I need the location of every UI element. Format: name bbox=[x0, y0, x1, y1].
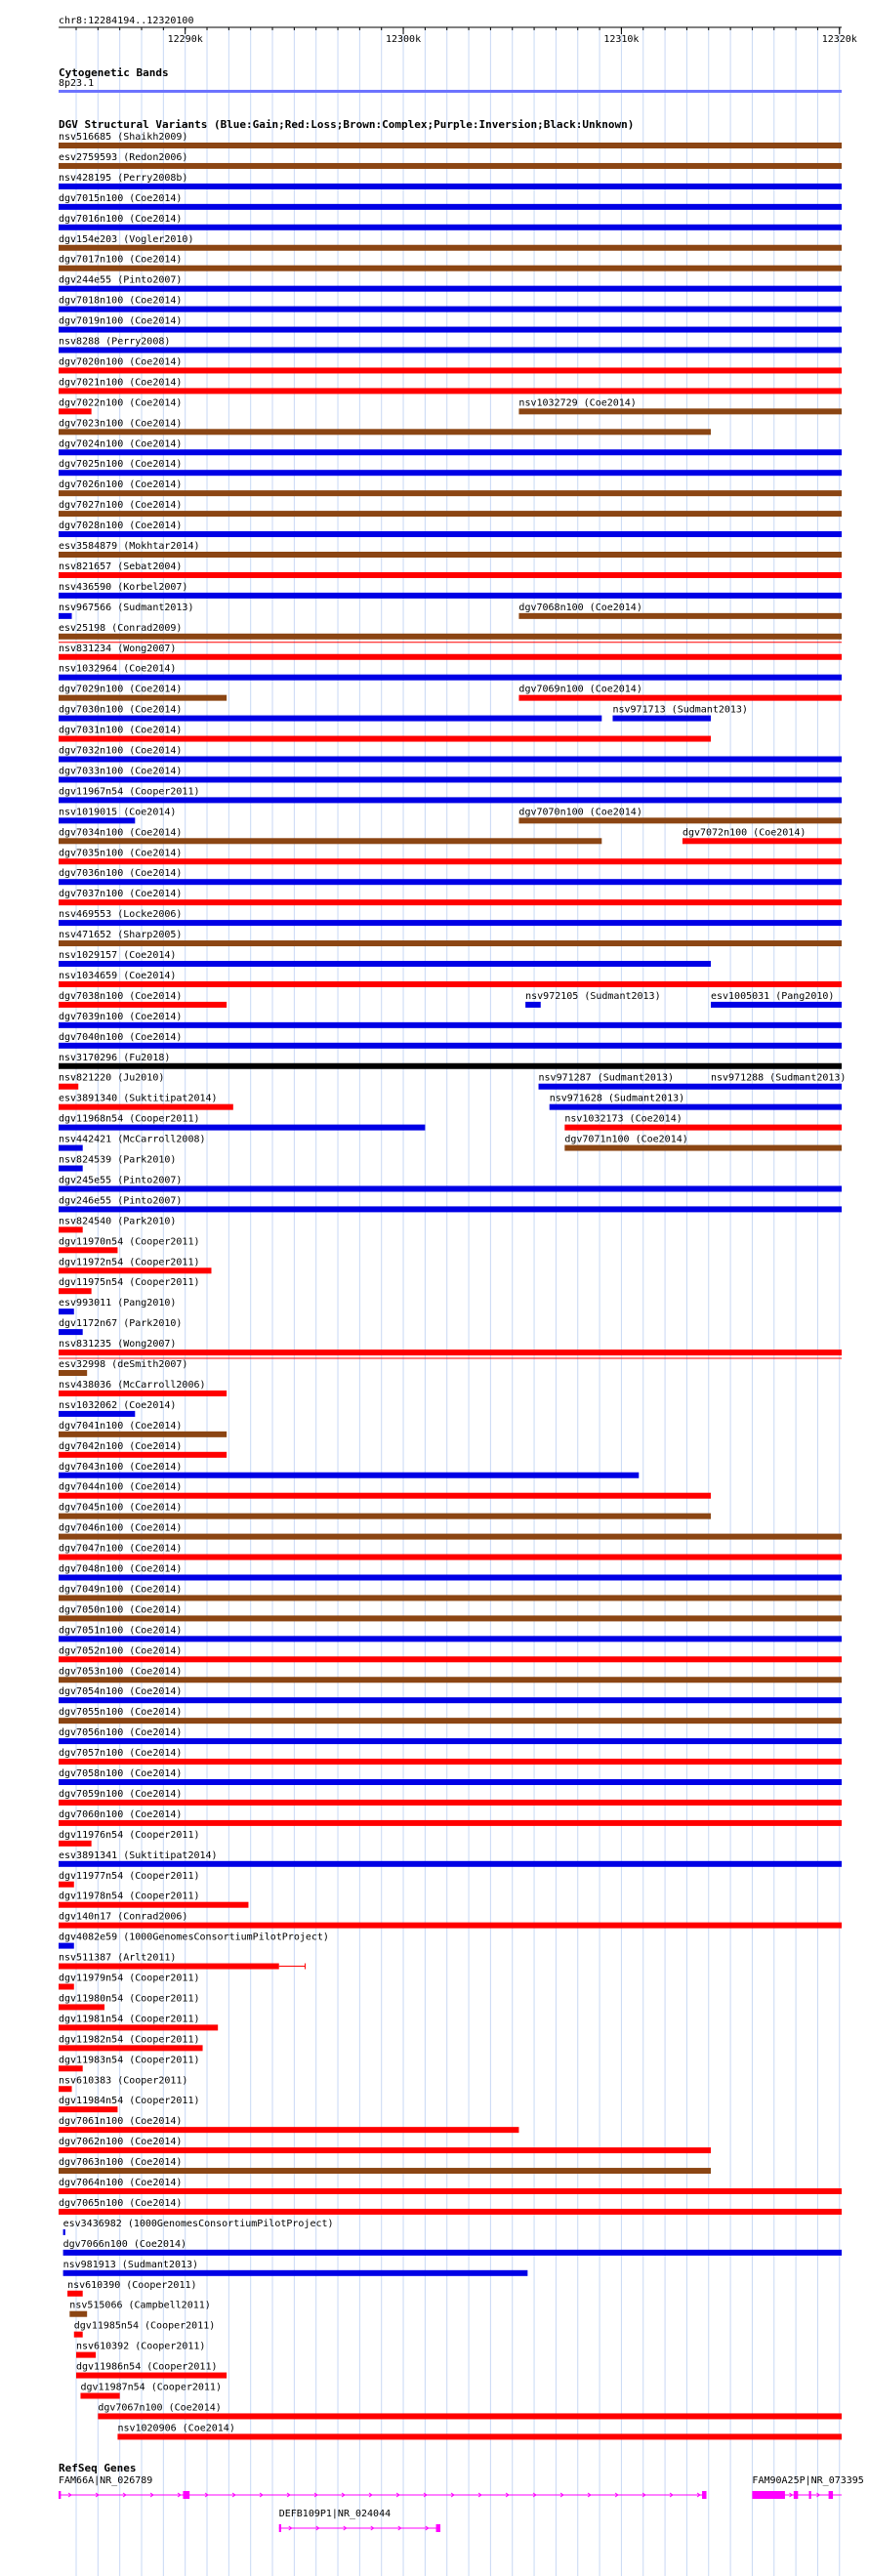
variant-bar[interactable] bbox=[59, 2045, 203, 2051]
variant-bar[interactable] bbox=[59, 1145, 83, 1151]
variant-label: nsv516685 (Shaikh2009) bbox=[59, 132, 188, 143]
gene-exon[interactable] bbox=[808, 2491, 810, 2499]
variant-bar[interactable] bbox=[59, 1984, 74, 1990]
variant-label: dgv7029n100 (Coe2014) bbox=[59, 684, 183, 695]
variant-bar[interactable] bbox=[539, 1084, 711, 1090]
variant-bar[interactable] bbox=[59, 449, 842, 455]
variant-label: dgv7031n100 (Coe2014) bbox=[59, 725, 183, 736]
variant-label: dgv7019n100 (Coe2014) bbox=[59, 315, 183, 327]
variant-bar[interactable] bbox=[59, 1329, 83, 1335]
gene-exon[interactable] bbox=[436, 2524, 440, 2532]
variant-bar[interactable] bbox=[59, 1555, 842, 1560]
variant-label: dgv7050n100 (Coe2014) bbox=[59, 1604, 183, 1616]
variant-label: dgv7071n100 (Coe2014) bbox=[564, 1134, 688, 1145]
position-label: chr8:12284194..12320100 bbox=[59, 16, 194, 26]
variant-bar[interactable] bbox=[59, 634, 842, 640]
variant-label: dgv7072n100 (Coe2014) bbox=[682, 827, 807, 839]
variant-label: dgv11981n54 (Cooper2011) bbox=[59, 2014, 200, 2025]
variant-label: dgv7063n100 (Coe2014) bbox=[59, 2157, 183, 2169]
variant-label: esv3584879 (Mokhtar2014) bbox=[59, 541, 200, 552]
variant-label: dgv7053n100 (Coe2014) bbox=[59, 1666, 183, 1678]
variant-label: dgv7062n100 (Coe2014) bbox=[59, 2137, 183, 2148]
variant-bar[interactable] bbox=[518, 613, 842, 619]
variant-label: dgv244e55 (Pinto2007) bbox=[59, 274, 183, 286]
variant-bar[interactable] bbox=[59, 1759, 842, 1765]
variant-label: dgv7068n100 (Coe2014) bbox=[518, 602, 642, 613]
variant-bar[interactable] bbox=[59, 552, 842, 558]
variant-bar[interactable] bbox=[59, 797, 842, 803]
variant-bar[interactable] bbox=[711, 1084, 842, 1090]
variant-bar[interactable] bbox=[59, 531, 842, 537]
variant-bar[interactable] bbox=[59, 1125, 425, 1131]
variant-bar[interactable] bbox=[518, 408, 842, 414]
gene-label: FAM66A|NR_026789 bbox=[59, 2475, 153, 2486]
variant-bar[interactable] bbox=[59, 1820, 842, 1826]
variant-bar[interactable] bbox=[59, 2127, 518, 2133]
variant-label: dgv7028n100 (Coe2014) bbox=[59, 520, 183, 532]
variant-bar[interactable] bbox=[59, 470, 842, 476]
variant-bar[interactable] bbox=[59, 1185, 842, 1191]
variant-label: nsv428195 (Perry2008b) bbox=[59, 172, 188, 184]
variant-bar[interactable] bbox=[59, 613, 72, 619]
variant-label: dgv7030n100 (Coe2014) bbox=[59, 704, 183, 716]
variant-label: dgv11980n54 (Cooper2011) bbox=[59, 1993, 200, 2005]
variant-label: dgv246e55 (Pinto2007) bbox=[59, 1195, 183, 1207]
variant-bar[interactable] bbox=[59, 1022, 842, 1028]
variant-label: dgv7020n100 (Coe2014) bbox=[59, 356, 183, 368]
tick-label: 12290k bbox=[167, 34, 203, 45]
variant-bar[interactable] bbox=[59, 1902, 248, 1908]
variant-bar[interactable] bbox=[59, 1432, 227, 1437]
refseq-track-title: RefSeq Genes bbox=[59, 2462, 137, 2474]
variant-label: dgv7021n100 (Coe2014) bbox=[59, 377, 183, 389]
variant-label: esv1005031 (Pang2010) bbox=[710, 990, 835, 1002]
variant-bar[interactable] bbox=[59, 654, 842, 660]
variant-label: nsv967566 (Sudmant2013) bbox=[59, 602, 194, 613]
variant-label: nsv438036 (McCarroll2006) bbox=[59, 1379, 206, 1391]
variant-label: nsv971713 (Sudmant2013) bbox=[612, 704, 748, 716]
variant-bar[interactable] bbox=[63, 2250, 842, 2256]
variant-label: nsv1029157 (Coe2014) bbox=[59, 950, 177, 961]
variant-label: dgv11979n54 (Cooper2011) bbox=[59, 1973, 200, 1984]
variant-label: dgv11972n54 (Cooper2011) bbox=[59, 1257, 200, 1268]
variant-label: dgv11976n54 (Cooper2011) bbox=[59, 1829, 200, 1841]
variant-label: dgv7016n100 (Coe2014) bbox=[59, 213, 183, 225]
variant-bar[interactable] bbox=[59, 858, 842, 864]
variant-label: dgv1172n67 (Park2010) bbox=[59, 1318, 183, 1330]
variant-bar[interactable] bbox=[59, 1288, 92, 1294]
variant-bar[interactable] bbox=[59, 429, 711, 435]
variant-bar[interactable] bbox=[59, 1800, 842, 1806]
variant-label: dgv7069n100 (Coe2014) bbox=[518, 684, 642, 695]
variant-bar[interactable] bbox=[59, 1206, 842, 1212]
gene-exon[interactable] bbox=[702, 2491, 706, 2499]
variant-label: dgv7026n100 (Coe2014) bbox=[59, 479, 183, 491]
variant-label: esv3891341 (Suktitipat2014) bbox=[59, 1849, 218, 1861]
variant-label: dgv7055n100 (Coe2014) bbox=[59, 1707, 183, 1719]
variant-bar[interactable] bbox=[59, 757, 842, 763]
gene-exon[interactable] bbox=[794, 2491, 798, 2499]
variant-bar[interactable] bbox=[59, 1861, 842, 1867]
variant-bar[interactable] bbox=[59, 1063, 842, 1069]
variant-label: dgv11987n54 (Cooper2011) bbox=[80, 2382, 222, 2393]
dgv-track bbox=[59, 118, 846, 2439]
variant-bar[interactable] bbox=[59, 245, 842, 251]
variant-bar[interactable] bbox=[59, 899, 842, 905]
variant-label: nsv8288 (Perry2008) bbox=[59, 336, 171, 348]
variant-label: nsv971288 (Sudmant2013) bbox=[710, 1072, 847, 1084]
variant-label: dgv7022n100 (Coe2014) bbox=[59, 397, 183, 409]
variant-label: nsv831234 (Wong2007) bbox=[59, 643, 177, 654]
variant-label: dgv7052n100 (Coe2014) bbox=[59, 1645, 183, 1657]
variant-label: dgv7066n100 (Coe2014) bbox=[62, 2238, 187, 2250]
variant-bar[interactable] bbox=[59, 408, 92, 414]
variant-label: dgv7037n100 (Coe2014) bbox=[59, 889, 183, 900]
variant-bar[interactable] bbox=[59, 1370, 87, 1376]
variant-bar[interactable] bbox=[59, 367, 842, 373]
variant-label: dgv11978n54 (Cooper2011) bbox=[59, 1890, 200, 1902]
variant-bar[interactable] bbox=[711, 1002, 842, 1008]
variant-label: nsv469553 (Locke2006) bbox=[59, 909, 183, 921]
variant-label: nsv610392 (Cooper2011) bbox=[76, 2341, 206, 2352]
variant-bar[interactable] bbox=[59, 2168, 711, 2174]
variant-label: dgv11983n54 (Cooper2011) bbox=[59, 2055, 200, 2066]
variant-bar[interactable] bbox=[59, 961, 711, 967]
variant-label: dgv7039n100 (Coe2014) bbox=[59, 1011, 183, 1022]
variant-bar[interactable] bbox=[59, 1943, 74, 1949]
variant-bar[interactable] bbox=[59, 2106, 117, 2112]
gene-exon[interactable] bbox=[279, 2524, 281, 2532]
variant-bar[interactable] bbox=[59, 307, 842, 312]
cytoband-bar bbox=[59, 90, 842, 93]
variant-label: nsv824539 (Park2010) bbox=[59, 1154, 177, 1166]
variant-label: esv3891340 (Suktitipat2014) bbox=[59, 1093, 218, 1104]
variant-bar[interactable] bbox=[59, 2086, 72, 2092]
variant-bar[interactable] bbox=[59, 266, 842, 271]
variant-bar[interactable] bbox=[612, 716, 711, 722]
variant-bar[interactable] bbox=[59, 2024, 218, 2030]
variant-label: dgv154e203 (Vogler2010) bbox=[59, 233, 194, 245]
variant-label: dgv7042n100 (Coe2014) bbox=[59, 1440, 183, 1452]
variant-bar[interactable] bbox=[59, 1104, 233, 1110]
variant-label: nsv821657 (Sebat2004) bbox=[59, 561, 183, 572]
variant-bar[interactable] bbox=[76, 2352, 96, 2358]
variant-bar[interactable] bbox=[59, 695, 227, 701]
variant-bar[interactable] bbox=[59, 1226, 83, 1232]
variant-bar[interactable] bbox=[59, 1923, 842, 1929]
variant-bar[interactable] bbox=[59, 1452, 227, 1458]
variant-bar[interactable] bbox=[98, 2413, 842, 2419]
variant-label: dgv7067n100 (Coe2014) bbox=[98, 2402, 222, 2414]
variant-bar[interactable] bbox=[59, 1615, 842, 1621]
variant-bar[interactable] bbox=[59, 1247, 117, 1253]
variant-bar[interactable] bbox=[59, 736, 711, 742]
variant-bar[interactable] bbox=[59, 1677, 842, 1683]
variant-bar[interactable] bbox=[59, 1575, 842, 1581]
variant-label: esv32998 (deSmith2007) bbox=[59, 1359, 188, 1370]
variant-bar[interactable] bbox=[59, 1595, 842, 1600]
variant-label: dgv7061n100 (Coe2014) bbox=[59, 2116, 183, 2128]
variant-label: nsv511387 (Arlt2011) bbox=[59, 1952, 177, 1964]
variant-label: nsv971287 (Sudmant2013) bbox=[538, 1072, 675, 1084]
variant-label: dgv7025n100 (Coe2014) bbox=[59, 459, 183, 471]
variant-bar[interactable] bbox=[550, 1104, 842, 1110]
variant-label: dgv7035n100 (Coe2014) bbox=[59, 848, 183, 859]
variant-bar[interactable] bbox=[59, 1636, 842, 1641]
variant-bar[interactable] bbox=[67, 2291, 83, 2297]
variant-label: dgv11970n54 (Cooper2011) bbox=[59, 1236, 200, 1248]
variant-bar[interactable] bbox=[59, 2209, 842, 2215]
variant-label: nsv1032729 (Coe2014) bbox=[518, 397, 637, 409]
variant-label: dgv7049n100 (Coe2014) bbox=[59, 1584, 183, 1596]
variant-label: dgv11986n54 (Cooper2011) bbox=[76, 2361, 218, 2373]
variant-bar[interactable] bbox=[59, 184, 842, 189]
variant-label: dgv140n17 (Conrad2006) bbox=[59, 1911, 188, 1923]
variant-bar[interactable] bbox=[59, 2065, 83, 2071]
variant-bar[interactable] bbox=[518, 817, 842, 823]
variant-bar[interactable] bbox=[59, 1738, 842, 1744]
variant-bar[interactable] bbox=[59, 1002, 227, 1008]
variant-label: dgv7046n100 (Coe2014) bbox=[59, 1522, 183, 1534]
variant-bar[interactable] bbox=[59, 1514, 711, 1519]
variant-bar[interactable] bbox=[59, 838, 601, 844]
variant-bar[interactable] bbox=[59, 1084, 78, 1090]
tick-label: 12310k bbox=[603, 34, 640, 45]
variant-label: nsv3170296 (Fu2018) bbox=[59, 1052, 171, 1063]
gene-exon[interactable] bbox=[59, 2491, 61, 2499]
variant-label: dgv11967n54 (Cooper2011) bbox=[59, 786, 200, 798]
variant-label: dgv7043n100 (Coe2014) bbox=[59, 1461, 183, 1473]
variant-label: dgv7070n100 (Coe2014) bbox=[518, 807, 642, 818]
variant-label: dgv11968n54 (Cooper2011) bbox=[59, 1113, 200, 1125]
gene-features bbox=[59, 2475, 864, 2532]
variant-bar[interactable] bbox=[59, 225, 842, 230]
variant-label: nsv971628 (Sudmant2013) bbox=[549, 1093, 685, 1104]
variant-bar[interactable] bbox=[59, 1391, 227, 1396]
variant-label: dgv7017n100 (Coe2014) bbox=[59, 254, 183, 266]
variant-label: nsv1032964 (Coe2014) bbox=[59, 663, 177, 675]
variant-bar[interactable] bbox=[59, 1309, 74, 1314]
variant-bar[interactable] bbox=[59, 1350, 842, 1355]
variant-label: nsv471652 (Sharp2005) bbox=[59, 930, 183, 941]
variant-bar[interactable] bbox=[74, 2332, 83, 2338]
variant-label: dgv4082e59 (1000GenomesConsortiumPilotProject) bbox=[59, 1932, 329, 1943]
variant-label: nsv1020906 (Coe2014) bbox=[117, 2423, 235, 2434]
variant-bar[interactable] bbox=[59, 1779, 842, 1785]
variant-label: dgv7038n100 (Coe2014) bbox=[59, 990, 183, 1002]
variant-label: dgv11984n54 (Cooper2011) bbox=[59, 2096, 200, 2107]
variant-bar[interactable] bbox=[59, 1718, 842, 1724]
variant-label: dgv7032n100 (Coe2014) bbox=[59, 745, 183, 757]
variant-bar[interactable] bbox=[59, 940, 842, 946]
variant-bar[interactable] bbox=[59, 2147, 711, 2153]
dgv-features bbox=[59, 132, 846, 2439]
variant-bar[interactable] bbox=[59, 163, 842, 169]
variant-label: nsv972105 (Sudmant2013) bbox=[525, 990, 661, 1002]
variant-bar[interactable] bbox=[59, 388, 842, 394]
gene-label: DEFB109P1|NR_024044 bbox=[278, 2509, 392, 2519]
tick-label: 12300k bbox=[385, 34, 422, 45]
variant-bar[interactable] bbox=[59, 143, 842, 148]
variant-label: dgv7015n100 (Coe2014) bbox=[59, 192, 183, 204]
tick-label: 12320k bbox=[821, 34, 857, 45]
variant-label: dgv7064n100 (Coe2014) bbox=[59, 2178, 183, 2188]
gene-exon[interactable] bbox=[752, 2491, 785, 2499]
cytoband-track-title: Cytogenetic Bands bbox=[59, 66, 169, 79]
variant-label: dgv7041n100 (Coe2014) bbox=[59, 1420, 183, 1432]
variant-bar[interactable] bbox=[564, 1125, 842, 1131]
variant-bar[interactable] bbox=[69, 2311, 87, 2317]
cytoband-label: 8p23.1 bbox=[59, 78, 95, 89]
variant-bar[interactable] bbox=[59, 1166, 83, 1172]
variant-label: dgv7027n100 (Coe2014) bbox=[59, 500, 183, 512]
variant-bar[interactable] bbox=[63, 2270, 528, 2276]
variant-label: nsv1032173 (Coe2014) bbox=[564, 1113, 683, 1125]
variant-bar[interactable] bbox=[683, 838, 842, 844]
variant-label: nsv1032062 (Coe2014) bbox=[59, 1399, 177, 1411]
variant-label: dgv7024n100 (Coe2014) bbox=[59, 438, 183, 450]
gene-exon[interactable] bbox=[183, 2491, 189, 2499]
variant-bar[interactable] bbox=[59, 1411, 135, 1417]
variant-label: dgv7045n100 (Coe2014) bbox=[59, 1502, 183, 1514]
variant-bar[interactable] bbox=[59, 327, 842, 333]
variant-bar[interactable] bbox=[59, 204, 842, 210]
variant-bar[interactable] bbox=[59, 593, 842, 599]
variant-bar[interactable] bbox=[59, 572, 842, 578]
variant-bar[interactable] bbox=[59, 286, 842, 292]
variant-label: esv25198 (Conrad2009) bbox=[59, 622, 183, 634]
variant-bar[interactable] bbox=[59, 2004, 104, 2010]
variant-label: dgv7051n100 (Coe2014) bbox=[59, 1625, 183, 1637]
gene-exon[interactable] bbox=[829, 2491, 833, 2499]
variant-label: dgv7059n100 (Coe2014) bbox=[59, 1788, 183, 1800]
variant-label: dgv7040n100 (Coe2014) bbox=[59, 1031, 183, 1043]
variant-label: nsv821220 (Ju2010) bbox=[59, 1072, 165, 1084]
variant-bar[interactable] bbox=[59, 1043, 842, 1049]
variant-bar[interactable] bbox=[59, 776, 842, 782]
variant-bar[interactable] bbox=[59, 1841, 92, 1847]
variant-label: dgv11977n54 (Cooper2011) bbox=[59, 1870, 200, 1882]
variant-bar[interactable] bbox=[59, 879, 842, 885]
variant-label: nsv1019015 (Coe2014) bbox=[59, 807, 177, 818]
variant-label: nsv610383 (Cooper2011) bbox=[59, 2075, 188, 2087]
variant-label: dgv7033n100 (Coe2014) bbox=[59, 766, 183, 777]
variant-label: nsv436590 (Korbel2007) bbox=[59, 581, 188, 593]
variant-label: esv993011 (Pang2010) bbox=[59, 1298, 177, 1309]
gene-label: FAM90A25P|NR_073395 bbox=[752, 2475, 864, 2486]
ruler-ticks bbox=[76, 27, 857, 45]
variant-label: nsv824540 (Park2010) bbox=[59, 1216, 177, 1227]
variant-label: dgv11982n54 (Cooper2011) bbox=[59, 2034, 200, 2046]
variant-bar[interactable] bbox=[564, 1145, 842, 1151]
variant-label: dgv7056n100 (Coe2014) bbox=[59, 1727, 183, 1739]
variant-bar[interactable] bbox=[59, 920, 842, 926]
variant-bar[interactable] bbox=[59, 1656, 842, 1662]
variant-label: nsv1034659 (Coe2014) bbox=[59, 970, 177, 981]
dgv-track-title: DGV Structural Variants (Blue:Gain;Red:Loss;Brown:Complex;Purple:Inversion;Black:Unknown) bbox=[59, 118, 635, 131]
ruler-track bbox=[59, 16, 857, 45]
variant-label: dgv7018n100 (Coe2014) bbox=[59, 295, 183, 307]
variant-bar[interactable] bbox=[59, 981, 842, 987]
variant-bar[interactable] bbox=[525, 1002, 541, 1008]
variant-bar[interactable] bbox=[59, 716, 601, 722]
variant-label: nsv831235 (Wong2007) bbox=[59, 1339, 177, 1350]
variant-bar[interactable] bbox=[76, 2373, 227, 2379]
variant-label: dgv7065n100 (Coe2014) bbox=[59, 2197, 183, 2209]
variant-bar[interactable] bbox=[59, 1267, 211, 1273]
variant-bar[interactable] bbox=[63, 2229, 65, 2235]
variant-label: dgv7047n100 (Coe2014) bbox=[59, 1543, 183, 1555]
cytoband-track bbox=[59, 66, 842, 93]
variant-label: esv3436982 (1000GenomesConsortiumPilotProject) bbox=[62, 2218, 334, 2229]
variant-label: dgv7044n100 (Coe2014) bbox=[59, 1481, 183, 1493]
variant-bar[interactable] bbox=[59, 1534, 842, 1540]
variant-label: dgv245e55 (Pinto2007) bbox=[59, 1175, 183, 1186]
variant-label: nsv610390 (Cooper2011) bbox=[67, 2279, 197, 2291]
variant-label: esv2759593 (Redon2006) bbox=[59, 151, 188, 163]
variant-label: nsv515066 (Campbell2011) bbox=[69, 2300, 211, 2311]
variant-label: dgv7057n100 (Coe2014) bbox=[59, 1748, 183, 1760]
variant-label: dgv7054n100 (Coe2014) bbox=[59, 1686, 183, 1698]
variant-bar[interactable] bbox=[59, 675, 842, 681]
variant-bar[interactable] bbox=[59, 511, 842, 517]
variant-bar[interactable] bbox=[59, 1697, 842, 1703]
variant-bar[interactable] bbox=[59, 2188, 842, 2194]
variant-label: nsv981913 (Sudmant2013) bbox=[62, 2259, 199, 2270]
variant-label: dgv7048n100 (Coe2014) bbox=[59, 1563, 183, 1575]
variant-label: nsv442421 (McCarroll2008) bbox=[59, 1134, 206, 1145]
variant-label: dgv7023n100 (Coe2014) bbox=[59, 418, 183, 430]
variant-bar[interactable] bbox=[59, 1473, 639, 1478]
variant-bar[interactable] bbox=[59, 490, 842, 496]
variant-bar[interactable] bbox=[59, 1964, 279, 1970]
variant-label: dgv7058n100 (Coe2014) bbox=[59, 1768, 183, 1779]
variant-label: dgv11975n54 (Cooper2011) bbox=[59, 1277, 200, 1289]
variant-bar[interactable] bbox=[80, 2393, 119, 2399]
variant-bar[interactable] bbox=[59, 1493, 711, 1499]
refseq-track bbox=[59, 2462, 864, 2532]
variant-label: dgv7060n100 (Coe2014) bbox=[59, 1808, 183, 1820]
variant-bar[interactable] bbox=[117, 2433, 842, 2439]
variant-bar[interactable] bbox=[59, 1882, 74, 1888]
variant-bar[interactable] bbox=[59, 348, 842, 353]
variant-label: dgv7036n100 (Coe2014) bbox=[59, 868, 183, 880]
variant-bar[interactable] bbox=[518, 695, 842, 701]
variant-label: dgv7034n100 (Coe2014) bbox=[59, 827, 183, 839]
variant-label: dgv11985n54 (Cooper2011) bbox=[73, 2320, 216, 2332]
variant-bar[interactable] bbox=[59, 817, 135, 823]
